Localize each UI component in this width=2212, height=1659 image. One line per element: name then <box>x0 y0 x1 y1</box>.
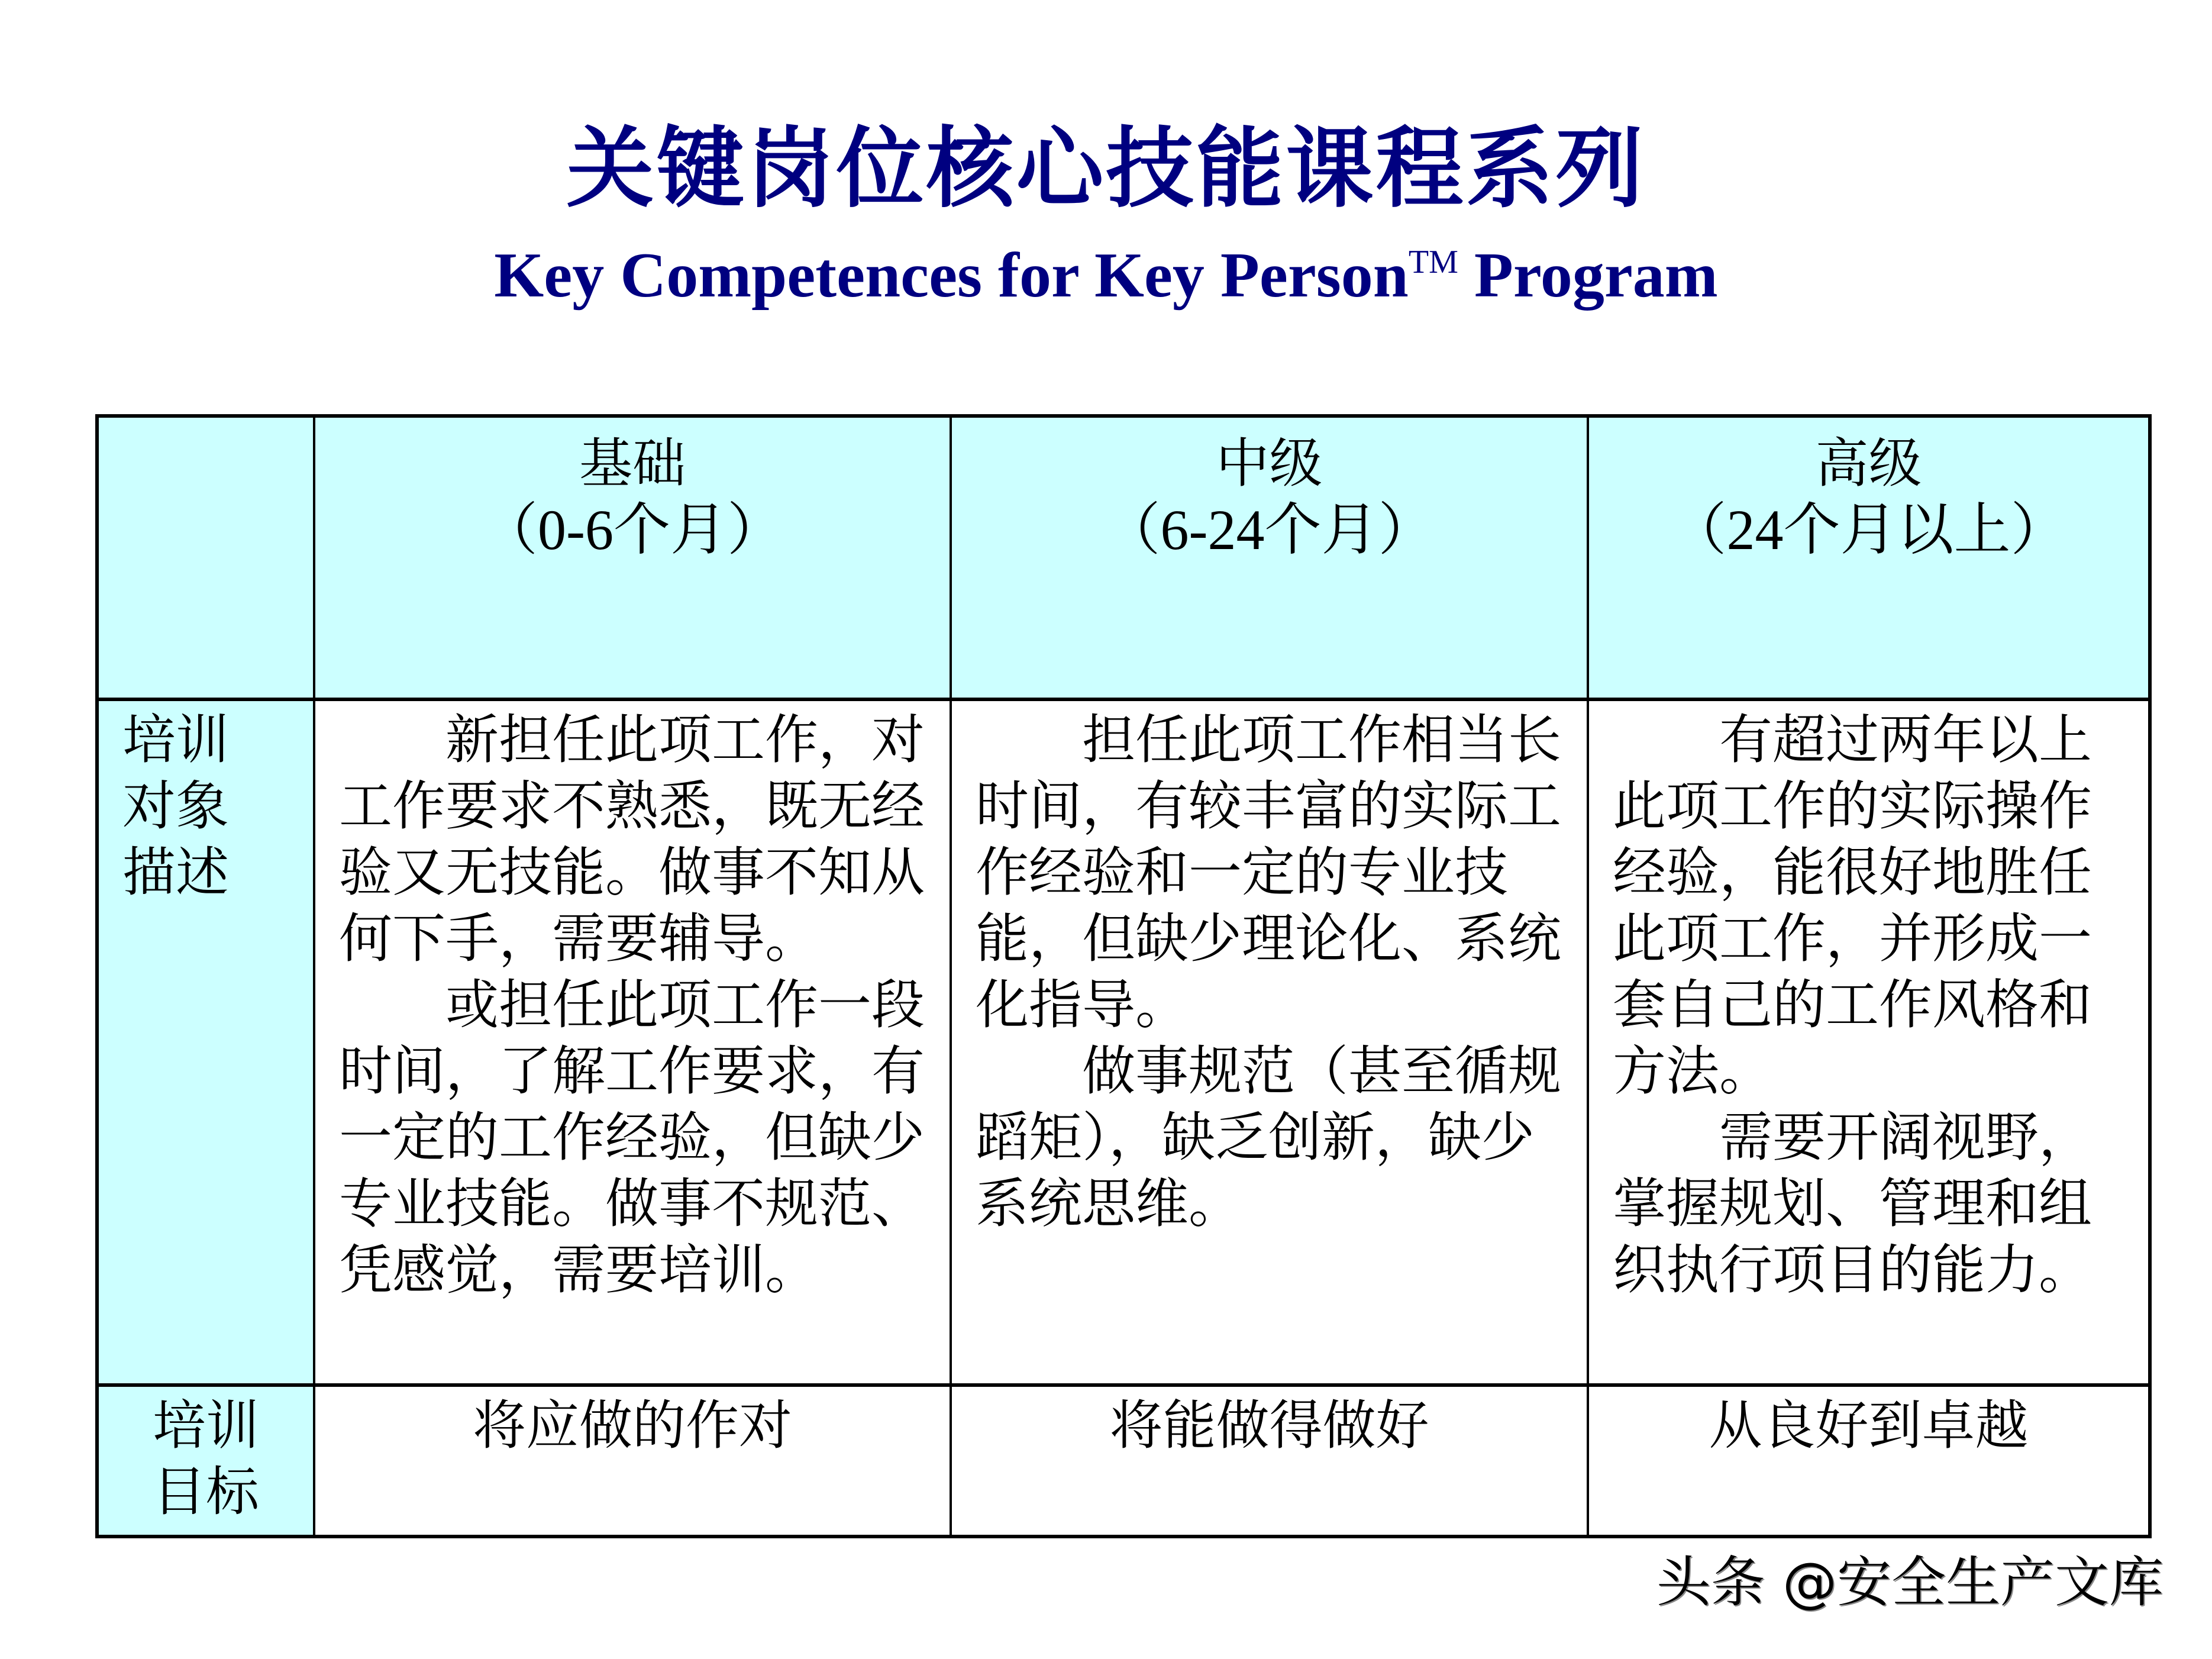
trademark-mark: TM <box>1408 244 1458 280</box>
row-label-target-description <box>99 701 315 1387</box>
page-subtitle <box>0 218 2212 320</box>
row-label-line: 对象 <box>122 775 229 837</box>
description-advanced <box>1589 701 2148 1387</box>
description-paragraph: 做事规范（甚至循规蹈矩），缺乏创新，缺少系统思维。 <box>976 1040 1561 1235</box>
column-level: 高级 <box>1815 432 1922 495</box>
column-level: 基础 <box>579 432 686 495</box>
goal-intermediate: 将能做得做好 <box>952 1387 1589 1535</box>
description-paragraph: 有超过两年以上此项工作的实际操作经验，能很好地胜任此项工作，并形成一套自己的工作风格和方法。 <box>1613 709 2092 1102</box>
row-label-line: 培训 <box>153 1395 259 1457</box>
column-range: （0-6个月） <box>481 498 784 561</box>
description-paragraph: 或担任此项工作一段时间，了解工作要求，有一定的工作经验，但缺少专业技能。做事不规范、凭感觉，需要培训。 <box>339 974 925 1301</box>
row-label-line: 描述 <box>122 841 229 903</box>
subtitle-suffix: Program <box>1458 240 1718 311</box>
column-range: （6-24个月） <box>1103 498 1435 561</box>
description-paragraph: 新担任此项工作，对工作要求不熟悉，既无经验又无技能。做事不知从何下手，需要辅导。 <box>339 709 925 970</box>
column-level: 中级 <box>1216 432 1323 495</box>
column-header-advanced <box>1589 418 2148 701</box>
description-intermediate <box>952 701 1589 1387</box>
goal-basic: 将应做的作对 <box>315 1387 952 1535</box>
watermark: 头条 @安全生产文库 <box>1656 1551 2163 1614</box>
corner-cell <box>99 418 315 701</box>
column-header-basic <box>315 418 952 701</box>
competence-table <box>95 414 2152 1538</box>
page-title: 关键岗位核心技能课程系列 <box>566 118 1646 220</box>
column-header-intermediate <box>952 418 1589 701</box>
row-label-line: 培训 <box>122 709 229 771</box>
row-label-training-goal <box>99 1387 315 1535</box>
description-paragraph: 担任此项工作相当长时间，有较丰富的实际工作经验和一定的专业技能，但缺少理论化、系统化指导。 <box>976 709 1561 1036</box>
description-paragraph: 需要开阔视野，掌握规划、管理和组织执行项目的能力。 <box>1613 1106 2092 1301</box>
column-range: （24个月以上） <box>1670 498 2068 561</box>
row-label-line: 目标 <box>153 1461 259 1523</box>
goal-advanced: 从良好到卓越 <box>1709 1395 2029 1457</box>
subtitle-text: Key Competences for Key Person <box>494 240 1409 311</box>
description-basic <box>315 701 952 1387</box>
